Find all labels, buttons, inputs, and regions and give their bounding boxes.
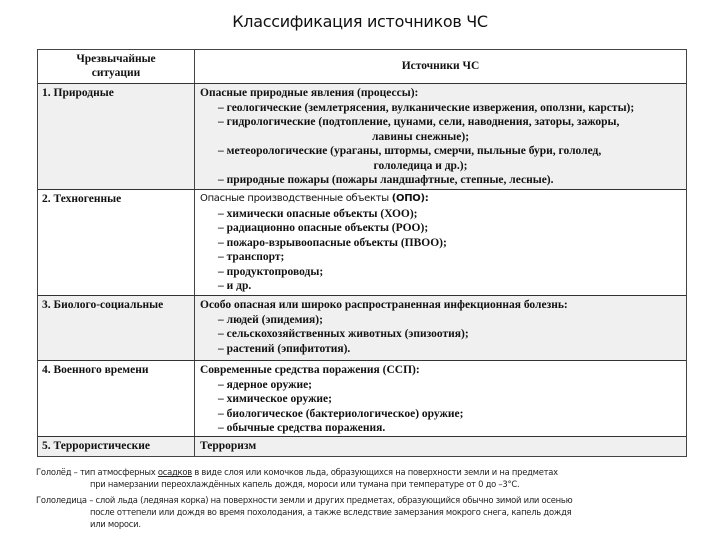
sources-cell (195, 437, 686, 456)
sources-cell (195, 84, 686, 189)
source-item: – сельскохозяйственных животных (эпизоотия); (218, 328, 469, 340)
table-header-row (38, 50, 686, 84)
sources-heading-abbr: (ОПО): (391, 193, 429, 204)
note-line (36, 466, 696, 478)
source-item: – растений (эпифитотия). (218, 342, 351, 355)
sources-heading: Особо опасная или широко распространенная инфекционная болезнь: (200, 299, 568, 311)
source-item: – обычные средства поражения. (218, 422, 386, 434)
note-text: в виде слоя или комочков льда, образующихся на поверхности земли и на предметах (191, 467, 558, 477)
source-item: – и др. (218, 280, 252, 292)
table-row-natural (38, 84, 686, 190)
source-item-continuation: гололедица и др.); (373, 159, 468, 172)
source-item: – транспорт; (218, 251, 285, 263)
sources-heading: Терроризм (200, 440, 257, 452)
note-black-ice (36, 494, 696, 530)
header-left-line1: Чрезвычайные (76, 53, 156, 65)
note-text: Гололёд – тип атмосферных (36, 467, 158, 477)
note-line-continuation: при намерзании переохлаждённых капель дождя, мороси или тумана при температуре от 0 до –3°C. (90, 479, 520, 489)
page-title: Классификация источников ЧС (232, 12, 488, 31)
note-line-continuation: или мороси. (90, 519, 141, 529)
source-item: – геологические (землетрясения, вулканические извержения, оползни, карсты); (218, 101, 635, 114)
precipitation-link[interactable]: осадков (157, 467, 192, 477)
table-row-technogenic (38, 190, 686, 296)
sources-cell (195, 190, 686, 295)
sources-cell (195, 296, 686, 360)
source-item: – ядерное оружие; (218, 378, 313, 391)
source-item: – людей (эпидемия); (218, 313, 323, 326)
source-item: – пожаро-взрывоопасные объекты (ПВОО); (218, 236, 447, 249)
note-glaze-ice (36, 466, 696, 490)
category-cell: 2. Техногенные (38, 190, 195, 295)
header-left-line2: ситуации (91, 67, 141, 79)
source-item: – продуктопроводы; (218, 265, 324, 278)
source-item: – радиационно опасные объекты (РОО); (218, 222, 429, 234)
note-line-continuation: после оттепели или дождя во время похолодания, а также вследствие замерзания мокрого снега, капель дождя (90, 507, 572, 517)
source-item: – химическое оружие; (218, 393, 332, 405)
note-line: Гололедица – слой льда (ледяная корка) на поверхности земли и других предметах, образующийся обычно зимой или осенью (36, 495, 573, 505)
source-item: – метеорологические (ураганы, штормы, смерчи, пыльные бури, гололед, (218, 145, 602, 157)
header-emergency-situations (38, 50, 195, 83)
definitions-notes (36, 466, 696, 534)
sources-heading (200, 192, 681, 207)
table-row-biosocial (38, 296, 686, 361)
category-cell: 5. Террористические (38, 437, 195, 456)
source-item: – гидрологические (подтопление, цунами, сели, наводнения, заторы, зажоры, (218, 116, 620, 128)
header-sources: Источники ЧС (401, 60, 480, 72)
source-item: – химически опасные объекты (ХОО); (218, 207, 418, 220)
sources-cell (195, 361, 686, 436)
source-item: – природные пожары (пожары ландшафтные, степные, лесные). (218, 174, 554, 186)
source-item: – биологическое (бактериологическое) оружие; (218, 407, 464, 420)
source-item-continuation: лавины снежные); (371, 130, 470, 143)
category-cell: 1. Природные (38, 84, 195, 189)
table-row-wartime (38, 361, 686, 437)
table-row-terrorist (38, 437, 686, 456)
classification-table (37, 49, 687, 457)
category-cell: 4. Военного времени (38, 361, 195, 436)
sources-heading-text: Опасные производственные объекты (200, 193, 392, 204)
category-cell: 3. Биолого-социальные (38, 296, 195, 360)
sources-heading: Современные средства поражения (ССП): (200, 364, 420, 376)
sources-heading: Опасные природные явления (процессы): (200, 87, 419, 99)
